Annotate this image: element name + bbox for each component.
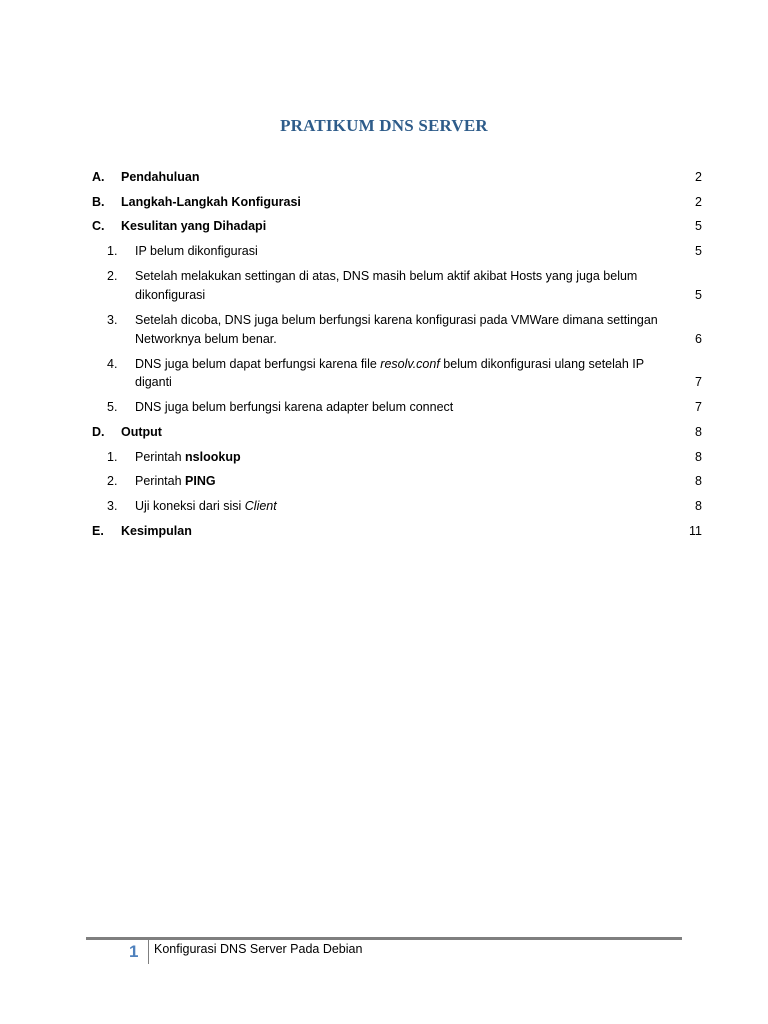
- toc-label: B.: [92, 195, 105, 209]
- toc-label: E.: [92, 524, 104, 538]
- toc-label: 2.: [107, 474, 118, 488]
- toc-page-c: 5: [695, 219, 702, 233]
- footer-text: Konfigurasi DNS Server Pada Debian: [154, 942, 363, 956]
- toc-text-line1: [135, 355, 644, 374]
- toc-text-line2: Networknya belum benar.: [135, 332, 277, 346]
- toc-text: Kesimpulan: [121, 524, 192, 538]
- toc-label: D.: [92, 425, 105, 439]
- client-italic: Client: [244, 499, 277, 513]
- toc-text: IP belum dikonfigurasi: [135, 244, 258, 258]
- footer-page-number: 1: [129, 942, 139, 961]
- command-bold: nslookup: [185, 450, 241, 464]
- toc-label: 5.: [107, 400, 118, 414]
- toc-page-c2: 5: [695, 288, 702, 302]
- footer-rule: [86, 937, 682, 940]
- toc-text-pre: Perintah: [135, 474, 186, 488]
- toc-page-c1: 5: [695, 244, 702, 258]
- filename-italic: resolv.conf: [380, 357, 440, 371]
- toc-label: 3.: [107, 499, 118, 513]
- toc-page-c5: 7: [695, 400, 702, 414]
- toc-label: 2.: [107, 269, 118, 283]
- toc-label: A.: [92, 170, 105, 184]
- toc-text-pre: Uji koneksi dari sisi: [135, 499, 245, 513]
- toc-page-d1: 8: [695, 450, 702, 464]
- toc-page-d: 8: [695, 425, 702, 439]
- toc-label: 1.: [107, 450, 118, 464]
- toc-page-c3: 6: [695, 332, 702, 346]
- toc-text-line1: Setelah melakukan settingan di atas, DNS masih belum aktif akibat Hosts yang juga belum: [135, 269, 638, 283]
- toc-text: Kesulitan yang Dihadapi: [121, 219, 267, 233]
- toc-label: 3.: [107, 313, 118, 327]
- toc-text-post: belum dikonfigurasi ulang setelah IP: [439, 357, 645, 371]
- toc-text: [135, 472, 216, 491]
- toc-page-e: 11: [689, 524, 702, 538]
- toc-text: Output: [121, 425, 162, 439]
- toc-page-d3: 8: [695, 499, 702, 513]
- toc-label: 1.: [107, 244, 118, 258]
- toc-text-line1: Setelah dicoba, DNS juga belum berfungsi karena konfigurasi pada VMWare dimana settingan: [135, 313, 658, 327]
- toc-label: 4.: [107, 357, 118, 371]
- toc-text: [135, 497, 277, 516]
- toc-text: Pendahuluan: [121, 170, 200, 184]
- toc-label: C.: [92, 219, 105, 233]
- toc-page-a: 2: [695, 170, 702, 184]
- toc-text-line2: diganti: [135, 375, 172, 389]
- toc-page-c4: 7: [695, 375, 702, 389]
- toc-text-pre: Perintah: [135, 450, 186, 464]
- toc-text-pre: DNS juga belum dapat berfungsi karena file: [135, 357, 381, 371]
- toc-page-d2: 8: [695, 474, 702, 488]
- toc-text: Langkah-Langkah Konfigurasi: [121, 195, 301, 209]
- command-bold: PING: [185, 474, 216, 488]
- footer-divider: [148, 940, 149, 964]
- toc-page-b: 2: [695, 195, 702, 209]
- toc-text: DNS juga belum berfungsi karena adapter belum connect: [135, 400, 454, 414]
- toc-text: [135, 448, 241, 467]
- toc-text-line2: dikonfigurasi: [135, 288, 206, 302]
- document-title: PRATIKUM DNS SERVER: [280, 116, 488, 135]
